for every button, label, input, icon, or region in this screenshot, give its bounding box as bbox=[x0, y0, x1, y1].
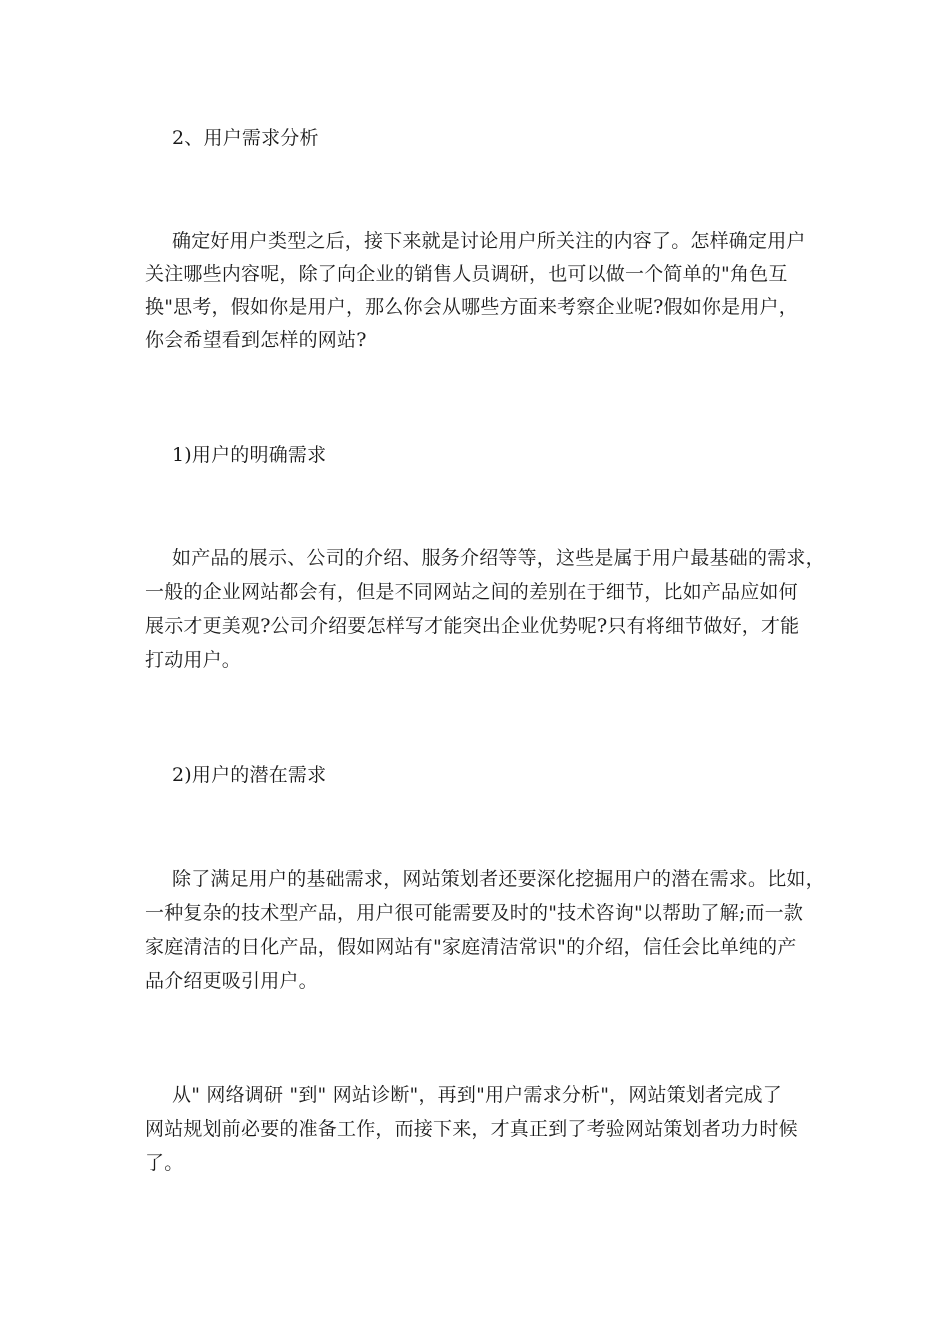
paragraph-line: 打动用户。 bbox=[145, 649, 242, 671]
subheading-explicit-needs: 1)用户的明确需求 bbox=[172, 444, 327, 466]
subheading-latent-needs: 2)用户的潜在需求 bbox=[172, 764, 327, 786]
paragraph-line: 关注哪些内容呢，除了向企业的销售人员调研，也可以做一个简单的"角色互 bbox=[145, 263, 788, 285]
paragraph-line: 一般的企业网站都会有，但是不同网站之间的差别在于细节，比如产品应如何 bbox=[145, 581, 798, 603]
paragraph-line: 你会希望看到怎样的网站? bbox=[145, 329, 367, 351]
section-heading: 2、用户需求分析 bbox=[172, 127, 319, 149]
paragraph-line: 品介绍更吸引用户。 bbox=[145, 970, 318, 992]
paragraph-line: 如产品的展示、公司的介绍、服务介绍等等，这些是属于用户最基础的需求， bbox=[172, 547, 825, 569]
paragraph-line: 展示才更美观?公司介绍要怎样写才能突出企业优势呢?只有将细节做好，才能 bbox=[145, 615, 800, 637]
paragraph-line: 了。 bbox=[145, 1152, 184, 1174]
paragraph-line: 家庭清洁的日化产品，假如网站有"家庭清洁常识"的介绍，信任会比单纯的产 bbox=[145, 936, 797, 958]
paragraph-line: 确定好用户类型之后，接下来就是讨论用户所关注的内容了。怎样确定用户 bbox=[172, 230, 806, 252]
paragraph-line: 从" 网络调研 "到" 网站诊断"，再到"用户需求分析"，网站策划者完成了 bbox=[172, 1084, 782, 1106]
paragraph-line: 除了满足用户的基础需求，网站策划者还要深化挖掘用户的潜在需求。比如， bbox=[172, 868, 825, 890]
paragraph-line: 网站规划前必要的准备工作，而接下来，才真正到了考验网站策划者功力时候 bbox=[145, 1118, 798, 1140]
paragraph-line: 换"思考，假如你是用户，那么你会从哪些方面来考察企业呢?假如你是用户， bbox=[145, 296, 798, 318]
paragraph-line: 一种复杂的技术型产品，用户很可能需要及时的"技术咨询"以帮助了解;而一款 bbox=[145, 902, 804, 924]
